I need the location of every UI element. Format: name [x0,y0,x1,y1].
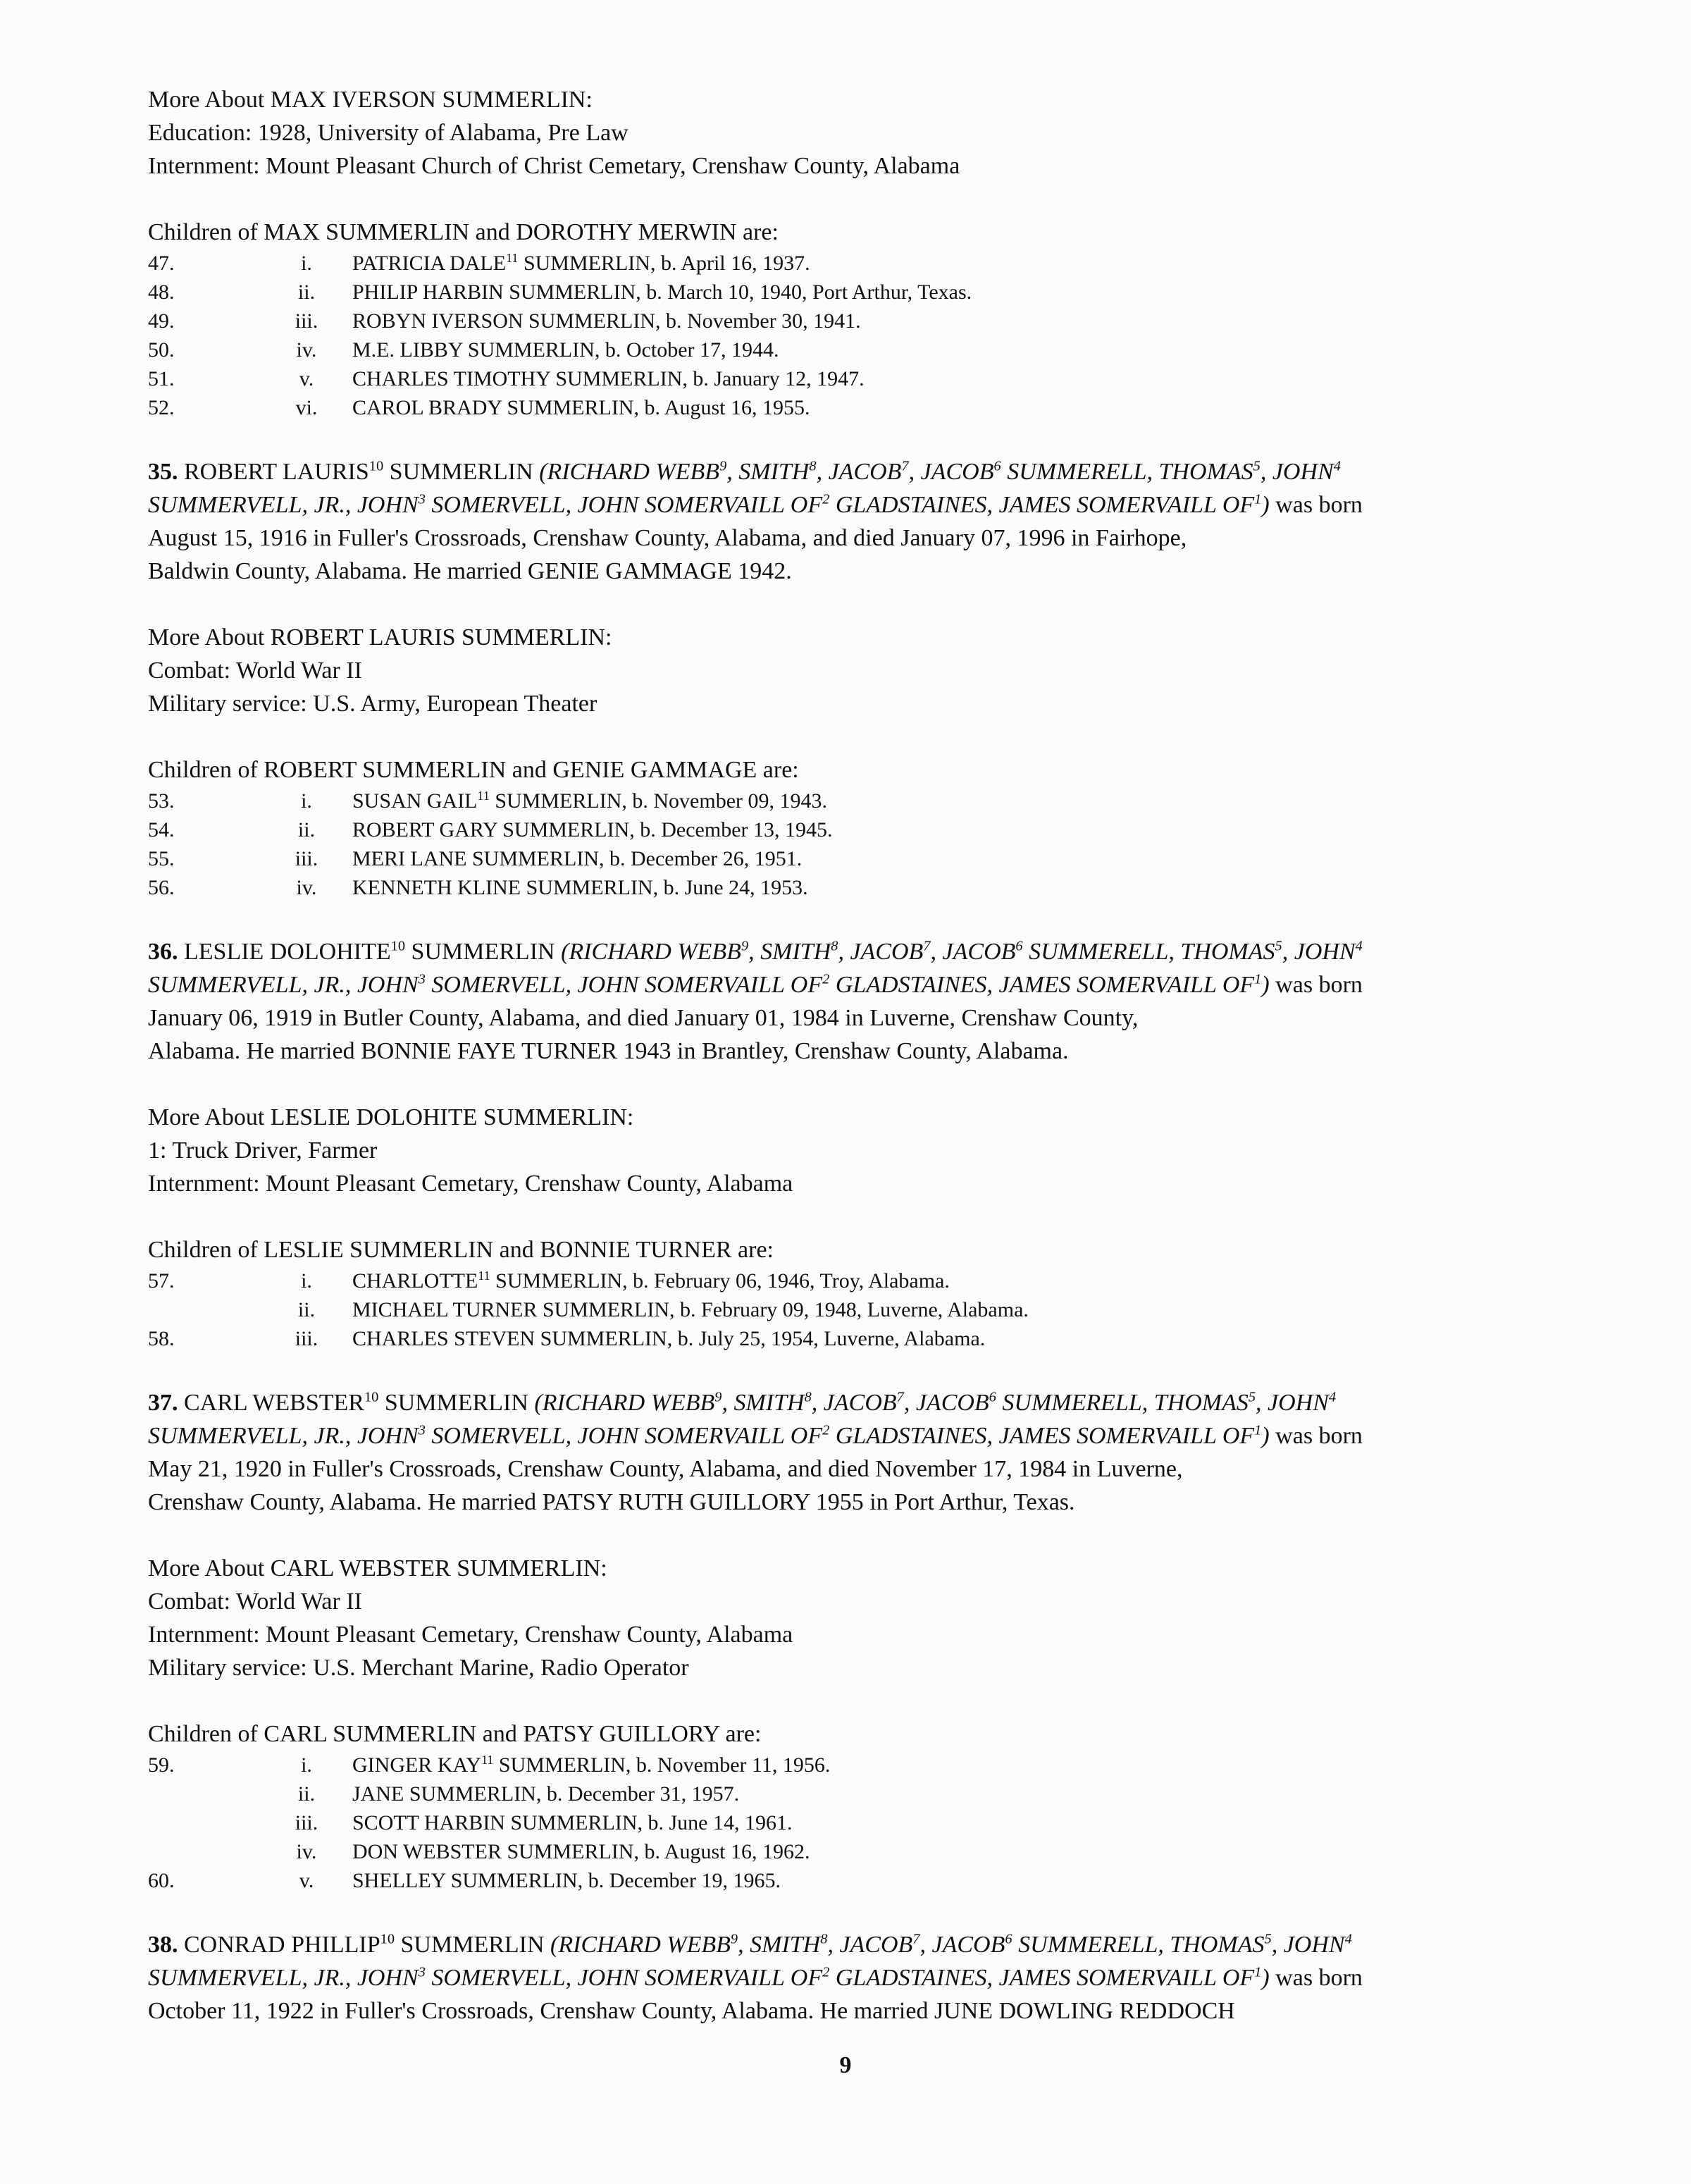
list-item: 59. i. GINGER KAY$^{11}$ SUMMERLIN, b. November 11, 1956. [148,1753,831,1777]
max-children-list [148,249,1550,422]
list-item: iv. DON WEBSTER SUMMERLIN, b. August 16, 1962. [296,1840,810,1863]
list-item: ii. JANE SUMMERLIN, b. December 31, 1957. [297,1782,740,1806]
list-item: 52. vi. CAROL BRADY SUMMERLIN, b. August 16, 1955. [148,396,810,419]
list-item: 50. iv. M.E. LIBBY SUMMERLIN, b. October 17, 1944. [148,338,779,362]
robert-children-list [148,786,1550,902]
leslie-children-list [148,1266,1550,1353]
max-internment: Internment: Mount Pleasant Church of Christ Cemetary, Crenshaw County, Alabama [148,153,960,179]
robert-military: Military service: U.S. Army, European Theater [148,691,597,717]
leslie-more-about: More About LESLIE DOLOHITE SUMMERLIN: [148,1104,634,1130]
carl-children-header: Children of CARL SUMMERLIN and PATSY GUILLORY are: [148,1721,762,1747]
max-children-header: Children of MAX SUMMERLIN and DOROTHY MERWIN are: [148,219,779,245]
list-item: 54. ii. ROBERT GARY SUMMERLIN, b. December 13, 1945. [148,818,833,841]
robert-more-about: More About ROBERT LAURIS SUMMERLIN: [148,624,612,650]
list-item: 58. iii. CHARLES STEVEN SUMMERLIN, b. July 25, 1954, Luverne, Alabama. [148,1327,986,1350]
carl-internment: Internment: Mount Pleasant Cemetary, Crenshaw County, Alabama [148,1622,793,1648]
list-item: 56. iv. KENNETH KLINE SUMMERLIN, b. June 24, 1953. [148,876,808,899]
leslie-occupation: 1: Truck Driver, Farmer [148,1137,378,1164]
max-education: Education: 1928, University of Alabama, Pre Law [148,120,628,146]
list-item: 49. iii. ROBYN IVERSON SUMMERLIN, b. November 30, 1941. [148,309,861,333]
leslie-internment: Internment: Mount Pleasant Cemetary, Crenshaw County, Alabama [148,1171,793,1197]
list-item: 55. iii. MERI LANE SUMMERLIN, b. December 26, 1951. [148,847,803,870]
max-more-about: More About MAX IVERSON SUMMERLIN: [148,87,593,113]
leslie-entry: 36. LESLIE DOLOHITE$^{10}$ SUMMERLIN (RICHARD WEBB$^9$, SMITH$^8$, JACOB$^7$, JACOB$^6$ SUMMERELL, THOMAS$^5$, JOHN$^4$ SUMMERVELL, JR., JOHN$^3$ SOMERVELL, JOHN SOMERVAILL $OF^2$ GLADSTAINES, JAMES SOMERVAILL $OF^1$) was born January 06, 1919 in Butler County, Alabama, and died January 01, 1984 in Luverne, Crenshaw County, Alabama. He married BONNIE FAYE TURNER 1943 in Brantley, Crenshaw County, Alabama. [148,938,1363,1064]
list-item: iii. SCOTT HARBIN SUMMERLIN, b. June 14, 1961. [295,1811,793,1834]
robert-entry: 35. ROBERT LAURIS$^{10}$ SUMMERLIN (RICHARD WEBB$^9$, SMITH$^8$, JACOB$^7$, JACOB$^6$ SUMMERELL, THOMAS$^5$, JOHN$^4$ SUMMERVELL, JR., JOHN$^3$ SOMERVELL, JOHN SOMERVAILL $OF^2$ GLADSTAINES, JAMES SOMERVAILL $OF^1$) was born August 15, 1916 in Fuller's Crossroads, Crenshaw County, Alabama, and died January 07, 1996 in Fairhope, Baldwin County, Alabama. He married GENIE GAMMAGE 1942. [148,458,1363,584]
list-item: 53. i. SUSAN GAIL$^{11}$ SUMMERLIN, b. November 09, 1943. [148,789,827,813]
list-item: 51. v. CHARLES TIMOTHY SUMMERLIN, b. January 12, 1947. [148,367,865,390]
list-item: 60. v. SHELLEY SUMMERLIN, b. December 19, 1965. [148,1869,781,1892]
robert-children-header: Children of ROBERT SUMMERLIN and GENIE GAMMAGE are: [148,757,799,783]
list-item: 48. ii. PHILIP HARBIN SUMMERLIN, b. March 10, 1940, Port Arthur, Texas. [148,280,972,304]
list-item: 57. i. CHARLOTTE$^{11}$ SUMMERLIN, b. February 06, 1946, Troy, Alabama. [148,1269,950,1292]
carl-entry: 37. CARL WEBSTER$^{10}$ SUMMERLIN (RICHARD WEBB$^9$, SMITH$^8$, JACOB$^7$, JACOB$^6$ SUMMERELL, THOMAS$^5$, JOHN$^4$ SUMMERVELL, JR., JOHN$^3$ SOMERVELL, JOHN SOMERVAILL $OF^2$ GLADSTAINES, JAMES SOMERVAILL $OF^1$) was born May 21, 1920 in Fuller's Crossroads, Crenshaw County, Alabama, and died November 17, 1984 in Luverne, Crenshaw County, Alabama. He married PATSY RUTH GUILLORY 1955 in Port Arthur, Texas. [148,1389,1363,1515]
leslie-children-header: Children of LESLIE SUMMERLIN and BONNIE TURNER are: [148,1237,774,1263]
carl-military: Military service: U.S. Merchant Marine, Radio Operator [148,1655,689,1681]
conrad-entry: 38. CONRAD PHILLIP$^{10}$ SUMMERLIN (RICHARD WEBB$^9$, SMITH$^8$, JACOB$^7$, JACOB$^6$ SUMMERELL, THOMAS$^5$, JOHN$^4$ SUMMERVELL, JR., JOHN$^3$ SOMERVELL, JOHN SOMERVAILL $OF^2$ GLADSTAINES, JAMES SOMERVAILL $OF^1$) was born October 11, 1922 in Fuller's Crossroads, Crenshaw County, Alabama. He married JUNE DOWLING REDDOCH [148,1931,1363,2024]
list-item: ii. MICHAEL TURNER SUMMERLIN, b. February 09, 1948, Luverne, Alabama. [297,1298,1029,1321]
carl-children-list [148,1751,1550,1895]
page-number: 9 [839,2052,852,2078]
list-item: 47. i. PATRICIA DALE$^{11}$ SUMMERLIN, b. April 16, 1937. [148,251,810,275]
carl-combat: Combat: World War II [148,1588,362,1615]
robert-combat: Combat: World War II [148,658,362,684]
carl-more-about: More About CARL WEBSTER SUMMERLIN: [148,1555,607,1581]
page-content [148,83,1550,2028]
